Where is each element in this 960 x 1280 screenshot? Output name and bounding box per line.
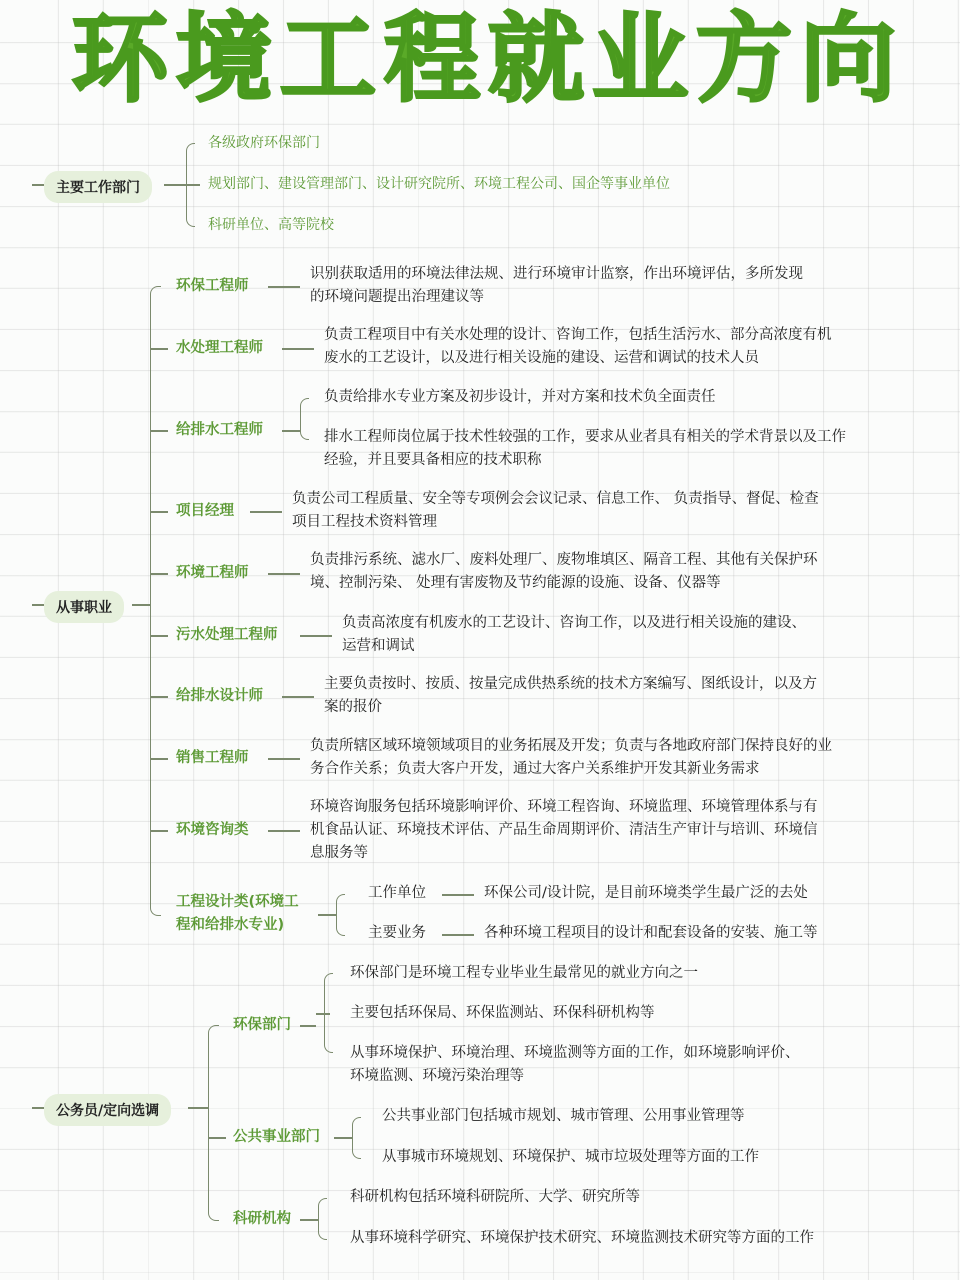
career-description xyxy=(324,324,832,370)
connector-line xyxy=(150,635,168,637)
bracket-line xyxy=(208,1025,219,1221)
category-civil-service: 公务员/定向选调 xyxy=(44,1094,171,1126)
connector-line xyxy=(268,286,300,288)
civil-point: 环保部门是环境工程专业毕业生最常见的就业方向之一 xyxy=(350,965,698,981)
connector-line xyxy=(208,1137,226,1139)
title-line: 工程设计类(环境工 xyxy=(176,894,299,910)
career-point xyxy=(324,426,846,472)
description-line: 负责公司工程质量、安全等专项例会会议记录、信息工作、 负责指导、督促、检查 xyxy=(292,491,819,507)
description-line: 主要负责按时、按质、按量完成供热系统的技术方案编写、图纸设计，以及方 xyxy=(324,676,817,692)
career-title xyxy=(176,891,299,937)
category-departments: 主要工作部门 xyxy=(44,171,152,203)
career-description xyxy=(310,796,818,865)
description-line: 息服务等 xyxy=(310,845,368,861)
bracket-line xyxy=(336,894,345,936)
connector-line xyxy=(150,758,168,760)
connector-line xyxy=(282,348,314,350)
bracket-line xyxy=(150,286,161,916)
connector-line xyxy=(32,604,44,606)
description-line: 境、控制污染、 处理有害废物及节约能源的设施、设备、仪器等 xyxy=(310,575,721,591)
career-title: 销售工程师 xyxy=(176,750,249,766)
description-line: 务合作关系；负责大客户开发，通过大客户关系维护开发其新业务需求 xyxy=(310,761,760,777)
description-line: 案的报价 xyxy=(324,699,382,715)
page-title: 环境工程就业方向 xyxy=(72,3,904,115)
connector-line xyxy=(318,914,336,916)
career-title: 污水处理工程师 xyxy=(176,627,278,643)
connector-line xyxy=(150,830,168,832)
description-line: 负责排污系统、滤水厂、废料处理厂、废物堆填区、隔音工程、其他有关保护环 xyxy=(310,552,818,568)
civil-group-title: 科研机构 xyxy=(233,1211,291,1227)
career-description xyxy=(310,263,803,309)
connector-line xyxy=(300,1219,318,1221)
career-title: 环境咨询类 xyxy=(176,822,249,838)
connector-line xyxy=(188,1107,208,1109)
career-point: 负责给排水专业方案及初步设计，并对方案和技术负全面责任 xyxy=(324,389,716,405)
connector-line xyxy=(164,184,186,186)
bracket-line xyxy=(300,398,309,440)
description-line: 负责高浓度有机废水的工艺设计、咨询工作，以及进行相关设施的建设、 xyxy=(342,615,806,631)
title-line: 程和给排水专业) xyxy=(176,917,285,933)
department-item: 科研单位、高等院校 xyxy=(208,217,334,233)
mind-map xyxy=(28,0,933,1280)
department-item: 规划部门、建设管理部门、设计研究院所、环境工程公司、国企等事业单位 xyxy=(208,176,670,192)
civil-point xyxy=(350,1042,800,1088)
career-title: 给排水设计师 xyxy=(176,688,263,704)
career-title: 给排水工程师 xyxy=(176,422,263,438)
career-description xyxy=(342,612,806,658)
description-line: 负责所辖区域环境领域项目的业务拓展及开发；负责与各地政府部门保持良好的业 xyxy=(310,738,832,754)
connector-line xyxy=(150,696,168,698)
career-description xyxy=(324,673,817,719)
civil-point: 从事城市环境规划、环境保护、城市垃圾处理等方面的工作 xyxy=(382,1149,759,1165)
bracket-line xyxy=(352,1117,361,1159)
description-line: 从事环境保护、环境治理、环境监测等方面的工作，如环境影响评价、 xyxy=(350,1045,800,1061)
connector-line xyxy=(186,184,200,186)
design-child-text: 环保公司/设计院，是目前环境类学生最广泛的去处 xyxy=(484,885,808,901)
description-line: 经验，并且要具备相应的技术职称 xyxy=(324,452,542,468)
connector-line xyxy=(268,573,300,575)
description-line: 项目工程技术资料管理 xyxy=(292,514,437,530)
connector-line xyxy=(150,348,168,350)
career-title: 环境工程师 xyxy=(176,565,249,581)
connector-line xyxy=(32,1107,44,1109)
description-line: 的环境问题提出治理建议等 xyxy=(310,289,484,305)
connector-line xyxy=(150,573,168,575)
design-child-label: 工作单位 xyxy=(368,885,426,901)
connector-line xyxy=(282,696,314,698)
connector-line xyxy=(268,758,300,760)
career-description xyxy=(310,735,832,781)
civil-group-title: 公共事业部门 xyxy=(233,1129,320,1145)
civil-point: 从事环境科学研究、环境保护技术研究、环境监测技术研究等方面的工作 xyxy=(350,1230,814,1246)
connector-line xyxy=(300,635,332,637)
bracket-line xyxy=(318,1198,327,1240)
career-description xyxy=(292,488,819,534)
career-title: 环保工程师 xyxy=(176,278,249,294)
connector-line xyxy=(150,511,168,513)
connector-line xyxy=(32,184,44,186)
category-careers: 从事职业 xyxy=(44,591,124,623)
connector-line xyxy=(442,934,474,936)
connector-line xyxy=(132,604,150,606)
civil-group-title: 环保部门 xyxy=(233,1017,291,1033)
description-line: 环境监测、环境污染治理等 xyxy=(350,1068,524,1084)
connector-line xyxy=(150,430,168,432)
connector-line xyxy=(442,894,474,896)
description-line: 排水工程师岗位属于技术性较强的工作，要求从业者具有相关的学术背景以及工作 xyxy=(324,429,846,445)
connector-line xyxy=(282,430,300,432)
description-line: 运营和调试 xyxy=(342,638,415,654)
civil-point: 主要包括环保局、环保监测站、环保科研机构等 xyxy=(350,1005,655,1021)
civil-point: 公共事业部门包括城市规划、城市管理、公用事业管理等 xyxy=(382,1108,745,1124)
description-line: 环境咨询服务包括环境影响评价、环境工程咨询、环境监理、环境管理体系与有 xyxy=(310,799,818,815)
civil-point: 科研机构包括环境科研院所、大学、研究所等 xyxy=(350,1189,640,1205)
connector-line xyxy=(316,1013,330,1015)
connector-line xyxy=(250,511,282,513)
career-title: 项目经理 xyxy=(176,503,234,519)
career-description xyxy=(310,549,818,595)
description-line: 识别获取适用的环境法律法规、进行环境审计监察，作出环境评估，多所发现 xyxy=(310,266,803,282)
connector-line xyxy=(268,830,300,832)
design-child-label: 主要业务 xyxy=(368,925,426,941)
description-line: 负责工程项目中有关水处理的设计、咨询工作，包括生活污水、部分高浓度有机 xyxy=(324,327,832,343)
department-item: 各级政府环保部门 xyxy=(208,135,320,151)
design-child-text: 各种环境工程项目的设计和配套设备的安装、施工等 xyxy=(484,925,818,941)
connector-line xyxy=(300,1025,316,1027)
description-line: 机食品认证、环境技术评估、产品生命周期评价、清洁生产审计与培训、环境信 xyxy=(310,822,818,838)
connector-line xyxy=(334,1137,352,1139)
description-line: 废水的工艺设计，以及进行相关设施的建设、运营和调试的技术人员 xyxy=(324,350,759,366)
career-title: 水处理工程师 xyxy=(176,340,263,356)
